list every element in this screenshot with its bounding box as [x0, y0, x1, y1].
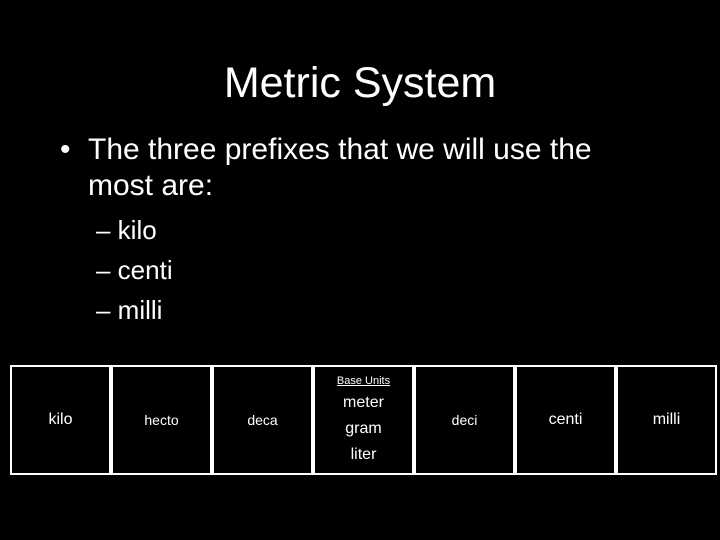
base-unit-meter: meter: [343, 394, 384, 411]
base-unit-liter: liter: [350, 446, 377, 463]
scale-cell-deca: deca: [212, 365, 313, 475]
scale-cell-milli: milli: [616, 365, 717, 475]
sub-item-centi: – centi: [96, 255, 173, 285]
scale-cell-centi: centi: [515, 365, 616, 475]
base-units-label: Base Units: [336, 375, 391, 387]
sub-item-milli: – milli: [96, 295, 163, 325]
scale-cell-kilo: kilo: [10, 365, 111, 475]
metric-prefix-scale: [10, 365, 718, 475]
sub-item-kilo: – kilo: [96, 215, 157, 245]
scale-cell-deci: deci: [414, 365, 515, 475]
base-units-list: [343, 390, 384, 468]
bullet-marker: •: [60, 133, 71, 166]
slide-title: Metric System: [223, 59, 497, 107]
base-unit-gram: gram: [345, 420, 382, 437]
scale-cell-hecto: hecto: [111, 365, 212, 475]
scale-cell-base-units: [313, 365, 414, 475]
bullet-text: The three prefixes that we will use the most are:: [88, 133, 592, 202]
